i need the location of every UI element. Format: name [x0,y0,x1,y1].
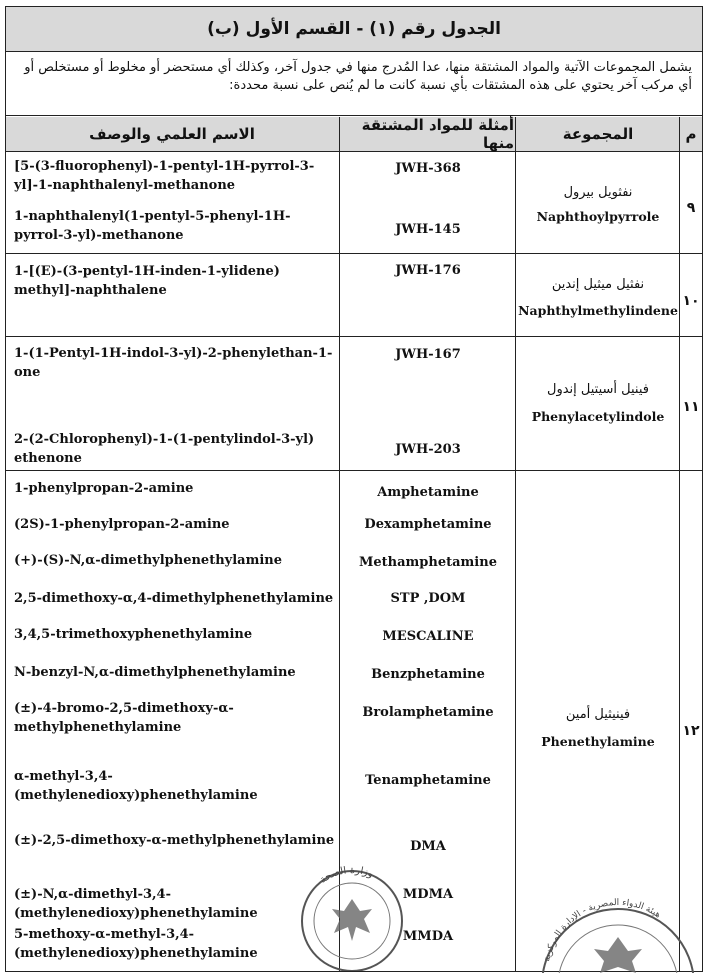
example-substance: Amphetamine [377,485,479,500]
column-divider [339,117,340,971]
scientific-name: 2-(2-Chlorophenyl)-1-(1-pentylindol-3-yl) ethenone [14,432,315,466]
group-name-english: Naphthoylpyrrole [536,209,660,224]
example-substance: JWH-167 [395,347,461,362]
authority-seal-text: هيئة الدواء المصرية - الإدارة المركزية [542,897,663,963]
row-number: ١١ [682,399,700,415]
example-substance: MDMA [402,887,454,902]
scientific-name: N-benzyl-N,α-dimethylphenethylamine [14,665,296,680]
example-substance: MMDA [402,929,454,944]
table-header-row [6,117,702,152]
scientific-name: [5-(3-fluorophenyl)-1-pentyl-1H-pyrrol-3-yl]-1-naphthalenyl-methanone [14,159,315,193]
eagle-emblem-icon [332,899,372,941]
example-substance: DMA [410,839,446,854]
ministry-seal-stamp [292,859,412,971]
header-group: المجموعة [562,125,634,143]
row-divider [6,253,702,254]
group-name-arabic: فينيل أسيتيل إندول [547,382,649,397]
example-substance: MESCALINE [382,629,474,644]
scientific-name: 1-[(E)-(3-pentyl-1H-inden-1-ylidene) methyl]-naphthalene [14,264,280,298]
example-substance: Brolamphetamine [362,705,494,720]
ministry-seal-text: وزارة الصحة [317,864,375,886]
authority-seal-stamp [534,891,700,973]
svg-text:وزارة الصحة [318,865,375,886]
column-divider [515,117,516,971]
example-substance: Tenamphetamine [365,773,491,788]
scientific-name: (+)-(S)-N,α-dimethylphenethylamine [14,553,282,568]
group-name-arabic: نفثيل ميثيل إندين [551,277,645,292]
scientific-name: 1-phenylpropan-2-amine [14,481,194,496]
example-substance: Benzphetamine [371,667,485,682]
scientific-name: 1-(1-Pentyl-1H-indol-3-yl)-2-phenylethan-1-one [14,346,333,380]
header-number: م [685,125,697,143]
column-divider [679,117,680,971]
example-substance: JWH-176 [395,263,461,278]
group-name-arabic: نفثويل بيرول [563,185,633,200]
example-substance: Dexamphetamine [364,517,492,532]
scientific-name: 2,5-dimethoxy-α,4-dimethylphenethylamine [14,591,334,606]
group-name-english: Phenethylamine [541,734,655,749]
row-number: ١٠ [682,293,700,309]
row-divider [6,470,702,471]
header-examples: أمثلة للمواد المشتقة منها [361,116,514,152]
example-substance: JWH-368 [395,161,461,176]
scientific-name: 3,4,5-trimethoxyphenethylamine [14,627,253,642]
header-scientific-name: الاسم العلمي والوصف [89,125,255,143]
scientific-name: 1-naphthalenyl(1-pentyl-5-phenyl-1H-pyrrol-3-yl)-methanone [14,209,291,243]
example-substance: JWH-145 [395,222,461,237]
scientific-name: α-methyl-3,4-(methylenedioxy)phenethylamine [14,769,258,803]
row-number: ١٢ [682,723,700,739]
scientific-name: (±)-2,5-dimethoxy-α-methylphenethylamine [14,833,335,848]
group-name-english: Naphthylmethylindene [518,303,678,318]
table-title: الجدول رقم (١) - القسم الأول (ب) [6,7,702,52]
document-page [5,6,703,972]
scientific-name: (±)-N,α-dimethyl-3,4-(methylenedioxy)phenethylamine [14,887,258,921]
scientific-name: (2S)-1-phenylpropan-2-amine [14,517,230,532]
example-substance: Methamphetamine [359,555,497,570]
scientific-name: (±)-4-bromo-2,5-dimethoxy-α-methylphenethylamine [14,701,234,735]
row-divider [6,336,702,337]
group-name-arabic: فينيثيل أمين [565,707,631,722]
intro-paragraph: يشمل المجموعات الآتية والمواد المشتقة منها، عدا المُدرج منها في جدول آخر، وكذلك أي مستحضر أو مخلوط أو مستخلص أو أي مركب آخر يحتوي على هذه المشتقات بأي نسبة كانت ما لم يُنص على نسبة محددة: [6,52,702,116]
scientific-name: 5-methoxy-α-methyl-3,4-(methylenedioxy)phenethylamine [14,927,258,961]
group-name-english: Phenylacetylindole [531,409,665,424]
eagle-emblem-icon [594,937,642,973]
example-substance: STP ,DOM [390,591,466,606]
example-substance: JWH-203 [395,442,461,457]
row-number: ٩ [686,200,696,216]
